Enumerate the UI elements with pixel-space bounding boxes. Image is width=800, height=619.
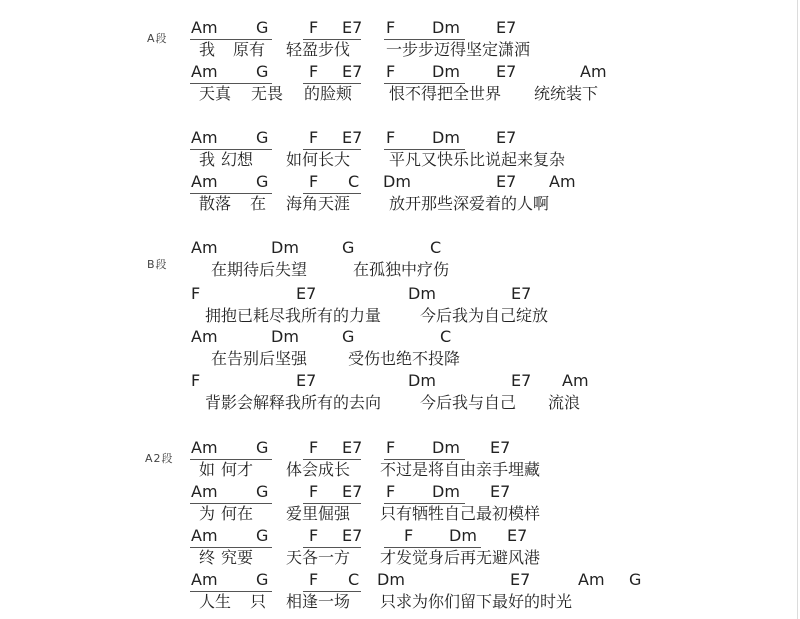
chord-symbol: F bbox=[309, 128, 319, 147]
lyric-text: 平凡又快乐比说起来复杂 bbox=[389, 150, 566, 169]
lyric-text: 流浪 bbox=[548, 393, 581, 412]
chord-symbol: Dm bbox=[383, 172, 411, 191]
chord-symbol: Dm bbox=[432, 62, 460, 81]
chord-symbol: E7 bbox=[496, 62, 517, 81]
lyric-text: 天各一方 bbox=[286, 548, 351, 567]
chord-symbol: F bbox=[309, 482, 319, 501]
lyric-text: 放开那些深爱着的人啊 bbox=[389, 194, 550, 213]
chord-symbol: F bbox=[191, 371, 201, 390]
lyric-text: 的脸颊 bbox=[304, 84, 353, 103]
lyric-text: 海角天涯 bbox=[286, 194, 351, 213]
chord-symbol: Am bbox=[191, 526, 218, 545]
chord-symbol: Dm bbox=[432, 482, 460, 501]
chord-symbol: Dm bbox=[449, 526, 477, 545]
chord-symbol: E7 bbox=[342, 482, 363, 501]
chord-symbol: G bbox=[256, 438, 269, 457]
section-label: A2段 bbox=[145, 452, 174, 465]
lyric-text: 在 bbox=[250, 194, 267, 213]
lyric-text: 只求为你们留下最好的时光 bbox=[380, 592, 573, 611]
lyric-text: 拥抱已耗尽我所有的力量 bbox=[205, 306, 382, 325]
chord-symbol: F bbox=[404, 526, 414, 545]
lyric-text: 不过是将自由亲手埋藏 bbox=[380, 460, 541, 479]
lyric-text: 原有 bbox=[233, 40, 266, 59]
chord-symbol: Dm bbox=[271, 238, 299, 257]
lyric-text: 受伤也绝不投降 bbox=[348, 349, 461, 368]
chord-symbol: F bbox=[309, 62, 319, 81]
lyric-text: 无畏 bbox=[251, 84, 284, 103]
chord-symbol: E7 bbox=[507, 526, 528, 545]
chord-symbol: E7 bbox=[496, 128, 517, 147]
chord-symbol: E7 bbox=[511, 371, 532, 390]
chord-symbol: G bbox=[629, 570, 642, 589]
lyric-text: 在告别后坚强 bbox=[211, 349, 308, 368]
chord-symbol: Dm bbox=[377, 570, 405, 589]
chord-symbol: G bbox=[256, 172, 269, 191]
chord-symbol: Dm bbox=[432, 438, 460, 457]
chord-symbol: Am bbox=[191, 327, 218, 346]
lyric-text: 今后我为自己绽放 bbox=[420, 306, 549, 325]
chord-symbol: G bbox=[256, 570, 269, 589]
chord-symbol: E7 bbox=[342, 62, 363, 81]
chord-symbol: Dm bbox=[408, 371, 436, 390]
chord-symbol: F bbox=[309, 570, 319, 589]
chord-symbol: F bbox=[386, 438, 396, 457]
lyric-text: 轻盈步伐 bbox=[286, 40, 351, 59]
chord-symbol: F bbox=[309, 526, 319, 545]
lyric-text: 何才 bbox=[221, 460, 254, 479]
chord-symbol: E7 bbox=[496, 172, 517, 191]
chord-symbol: F bbox=[386, 482, 396, 501]
lyric-text: 恨不得把全世界 bbox=[389, 84, 502, 103]
chord-symbol: Am bbox=[580, 62, 607, 81]
chord-symbol: F bbox=[309, 438, 319, 457]
lyric-text: 幻想 bbox=[221, 150, 254, 169]
lyric-text: 如何长大 bbox=[286, 150, 351, 169]
chord-symbol: F bbox=[386, 128, 396, 147]
lyric-text: 只有牺牲自己最初模样 bbox=[380, 504, 541, 523]
chord-symbol: Dm bbox=[432, 18, 460, 37]
lyric-text: 才发觉身后再无避风港 bbox=[380, 548, 541, 567]
chord-symbol: Dm bbox=[271, 327, 299, 346]
lyric-text: 背影会解释我所有的去向 bbox=[205, 393, 382, 412]
lyric-text: 人生 bbox=[199, 592, 232, 611]
chord-symbol: G bbox=[342, 327, 355, 346]
lyric-text: 我 bbox=[199, 40, 216, 59]
lyric-text: 为 bbox=[199, 504, 216, 523]
lyric-text: 今后我与自己 bbox=[420, 393, 517, 412]
lyric-text: 爱里倔强 bbox=[286, 504, 351, 523]
lyric-text: 一步步迈得坚定潇洒 bbox=[386, 40, 531, 59]
chord-symbol: C bbox=[430, 238, 442, 257]
chord-symbol: F bbox=[309, 172, 319, 191]
chord-symbol: Am bbox=[191, 62, 218, 81]
section-label: B段 bbox=[147, 258, 168, 271]
lyric-text: 如 bbox=[199, 460, 216, 479]
lyric-text: 统统装下 bbox=[534, 84, 599, 103]
chord-symbol: E7 bbox=[296, 371, 317, 390]
lyric-text: 散落 bbox=[199, 194, 232, 213]
chord-symbol: F bbox=[386, 62, 396, 81]
chord-symbol: Dm bbox=[408, 284, 436, 303]
chord-symbol: E7 bbox=[510, 570, 531, 589]
chord-symbol: G bbox=[256, 18, 269, 37]
section-label: A段 bbox=[147, 32, 168, 45]
chord-symbol: C bbox=[440, 327, 452, 346]
lyric-text: 终 bbox=[199, 548, 216, 567]
chord-symbol: C bbox=[348, 570, 360, 589]
chord-symbol: E7 bbox=[511, 284, 532, 303]
lyric-text: 我 bbox=[199, 150, 216, 169]
chord-symbol: G bbox=[256, 482, 269, 501]
lyric-text: 只 bbox=[250, 592, 267, 611]
chord-symbol: Dm bbox=[432, 128, 460, 147]
chord-symbol: G bbox=[342, 238, 355, 257]
chord-symbol: Am bbox=[191, 128, 218, 147]
lyric-text: 究要 bbox=[221, 548, 254, 567]
lyric-text: 在孤独中疗伤 bbox=[353, 260, 450, 279]
chord-symbol: Am bbox=[191, 570, 218, 589]
chord-symbol: E7 bbox=[490, 482, 511, 501]
chord-symbol: Am bbox=[191, 482, 218, 501]
chord-symbol: F bbox=[386, 18, 396, 37]
chord-symbol: G bbox=[256, 128, 269, 147]
chord-symbol: E7 bbox=[342, 438, 363, 457]
chord-symbol: E7 bbox=[342, 128, 363, 147]
chord-symbol: Am bbox=[191, 172, 218, 191]
chord-symbol: Am bbox=[578, 570, 605, 589]
lyric-text: 相逢一场 bbox=[286, 592, 351, 611]
chord-symbol: E7 bbox=[342, 18, 363, 37]
lyric-text: 体会成长 bbox=[286, 460, 351, 479]
chord-symbol: Am bbox=[191, 18, 218, 37]
chord-symbol: E7 bbox=[296, 284, 317, 303]
chord-symbol: Am bbox=[562, 371, 589, 390]
chord-symbol: Am bbox=[191, 238, 218, 257]
chord-symbol: F bbox=[309, 18, 319, 37]
lyric-text: 天真 bbox=[199, 84, 232, 103]
chord-symbol: F bbox=[191, 284, 201, 303]
chord-symbol: G bbox=[256, 62, 269, 81]
chord-symbol: G bbox=[256, 526, 269, 545]
chord-symbol: E7 bbox=[342, 526, 363, 545]
chord-symbol: Am bbox=[549, 172, 576, 191]
chord-symbol: E7 bbox=[496, 18, 517, 37]
lyric-text: 何在 bbox=[221, 504, 254, 523]
chord-symbol: E7 bbox=[490, 438, 511, 457]
chord-symbol: Am bbox=[191, 438, 218, 457]
lyric-text: 在期待后失望 bbox=[211, 260, 308, 279]
chord-symbol: C bbox=[348, 172, 360, 191]
